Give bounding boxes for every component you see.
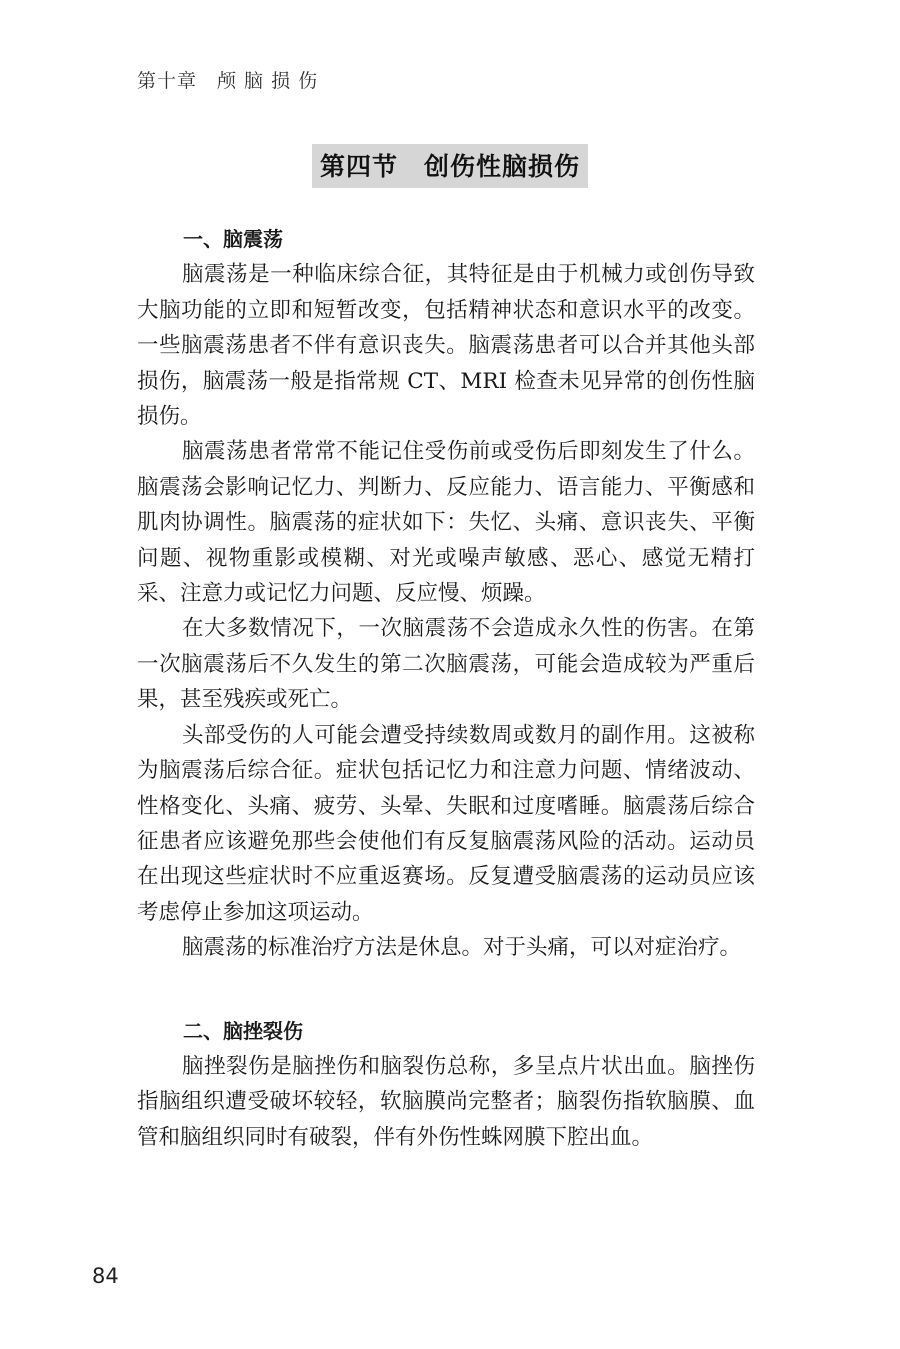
running-header: 第十章 颅 脑 损 伤 — [137, 70, 319, 92]
section-heading-contusion: 二、脑挫裂伤 — [183, 1018, 303, 1043]
paragraph: 脑震荡患者常常不能记住受伤前或受伤后即刻发生了什么。脑震荡会影响记忆力、判断力、反应能力、语言能力、平衡感和肌肉协调性。脑震荡的症状如下：失忆、头痛、意识丧失、平衡问题、视物重影或模糊、对光或噪声敏感、恶心、感觉无精打采、注意力或记忆力问题、反应慢、烦躁。 — [137, 439, 755, 607]
paragraph: 脑挫裂伤是脑挫伤和脑裂伤总称，多呈点片状出血。脑挫伤指脑组织遭受破坏较轻，软脑膜尚完整者；脑裂伤指软脑膜、血管和脑组织同时有破裂，伴有外伤性蛛网膜下腔出血。 — [137, 1053, 755, 1150]
paragraph: 脑震荡的标准治疗方法是休息。对于头痛，可以对症治疗。 — [182, 935, 742, 961]
page-number: 84 — [92, 1264, 119, 1288]
paragraph: 脑震荡是一种临床综合征，其特征是由于机械力或创伤导致大脑功能的立即和短暂改变，包括精神状态和意识水平的改变。一些脑震荡患者不伴有意识丧失。脑震荡患者可以合并其他头部损伤，脑震荡一般是指常规 CT、MRI 检查未见异常的创伤性脑损伤。 — [137, 262, 755, 430]
section-title-container — [0, 144, 900, 188]
paragraph: 头部受伤的人可能会遭受持续数周或数月的副作用。这被称为脑震荡后综合征。症状包括记忆力和注意力问题、情绪波动、性格变化、头痛、疲劳、头晕、失眠和过度嗜睡。脑震荡后综合征患者应该避免那些会使他们有反复脑震荡风险的活动。运动员在出现这些症状时不应重返赛场。反复遭受脑震荡的运动员应该考虑停止参加这项运动。 — [137, 722, 755, 925]
page-body — [137, 222, 755, 1155]
section-title: 第四节 创伤性脑损伤 — [312, 144, 588, 188]
section-heading-concussion: 一、脑震荡 — [183, 227, 283, 251]
paragraph: 在大多数情况下，一次脑震荡不会造成永久性的伤害。在第一次脑震荡后不久发生的第二次脑震荡，可能会造成较为严重后果，甚至残疾或死亡。 — [137, 616, 755, 713]
